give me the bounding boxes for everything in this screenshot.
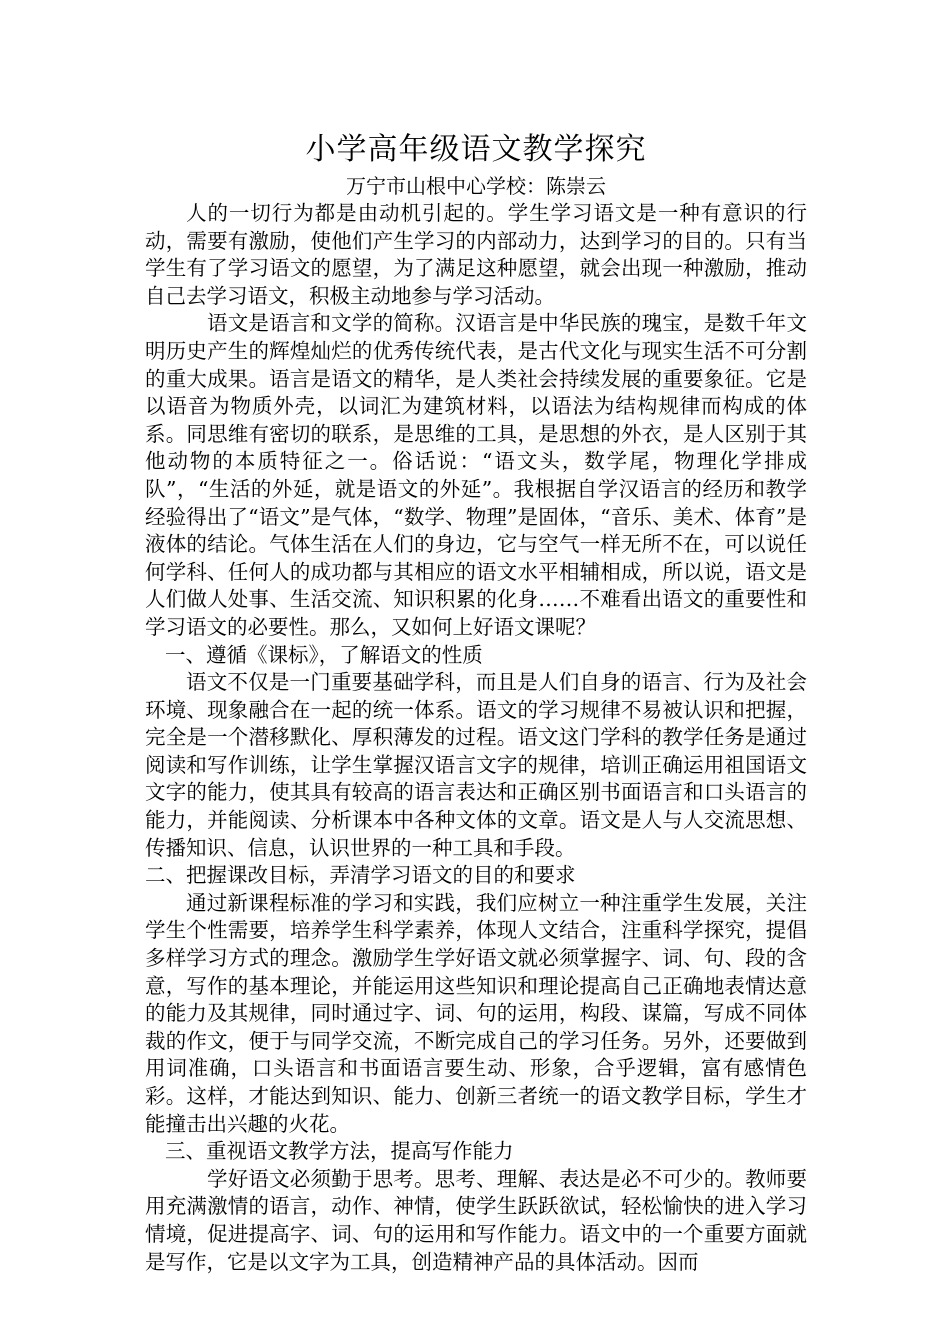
paragraph-body: 学好语文必须勤于思考。思考、理解、表达是必不可少的。教师要用充满激情的语言，动作、神情，使学生跃跃欲试，轻松愉快的进入学习情境，促进提高字、词、句的运用和写作能力。语文中的一个重要方面就是写作，它是以文字为工具，创造精神产品的具体活动。因而: [145, 1166, 807, 1274]
paragraph-body: 语文是语言和文学的简称。汉语言是中华民族的瑰宝，是数千年文明历史产生的辉煌灿烂的优秀传统代表，是古代文化与现实生活不可分割的重大成果。语言是语文的精华，是人类社会持续发展的重要象征。它是以语音为物质外壳，以词汇为建筑材料，以语法为结构规律而构成的体系。同思维有密切的联系，是思维的工具，是思想的外衣，是人区别于其他动物的本质特征之一。俗话说：“语文头，数学尾，物理化学排成队”，“生活的外延，就是语文的外延”。我根据自学汉语言的经历和教学经验得出了“语文”是气体，“数学、物理”是固体，“音乐、美术、体育”是液体的结论。气体生活在人们的身边，它与空气一样无所不在，可以说任何学科、任何人的成功都与其相应的语文水平相辅相成，所以说，语文是人们做人处事、生活交流、知识积累的化身……不难看出语文的重要性和学习语文的必要性。那么，又如何上好语文课呢？: [145, 311, 807, 639]
section-heading-1: 一、遵循《课标》，了解语文的性质: [165, 642, 483, 667]
document-title: 小学高年级语文教学探究: [305, 132, 647, 167]
author-line: 万宁市山根中心学校：陈崇云: [346, 174, 606, 198]
document-page: [145, 128, 807, 1276]
paragraph-body: 语文不仅是一门重要基础学科，而且是人们自身的语言、行为及社会环境、现象融合在一起的统一体系。语文的学习规律不易被认识和把握，完全是一个潜移默化、厚积薄发的过程。语文这门学科的教学任务是通过阅读和写作训练，让学生掌握汉语言文字的规律，培训正确运用祖国语文文字的能力，使其具有较高的语言表达和正确区别书面语言和口头语言的能力，并能阅读、分析课本中各种文体的文章。语文是人与人交流思想、传播知识、信息，认识世界的一种工具和手段。: [145, 670, 807, 860]
section-heading-2: 二、把握课改目标，弄清学习语文的目的和要求: [145, 863, 576, 888]
paragraph-body: 通过新课程标准的学习和实践，我们应树立一种注重学生发展，关注学生个性需要，培养学生科学素养，体现人文结合，注重科学探究，提倡多样学习方式的理念。激励学生学好语文就必须掌握字、词、句、段的含意，写作的基本理论，并能运用这些知识和理论提高自己正确地表情达意的能力及其规律，同时通过字、词、句的运用，构段、谋篇，写成不同体裁的作文，便于与同学交流，不断完成自己的学习任务。另外，还要做到用词准确，口头语言和书面语言要生动、形象，合乎逻辑，富有感情色彩。这样，才能达到知识、能力、创新三者统一的语文教学目标，学生才能撞击出兴趣的火花。: [145, 890, 807, 1136]
paragraph-intro: 人的一切行为都是由动机引起的。学生学习语文是一种有意识的行动，需要有激励，使他们产生学习的内部动力，达到学习的目的。只有当学生有了学习语文的愿望，为了满足这种愿望，就会出现一种激励，推动自己去学习语文，积极主动地参与学习活动。: [145, 201, 807, 308]
section-heading-3: 三、重视语文教学方法，提高写作能力: [165, 1139, 514, 1164]
